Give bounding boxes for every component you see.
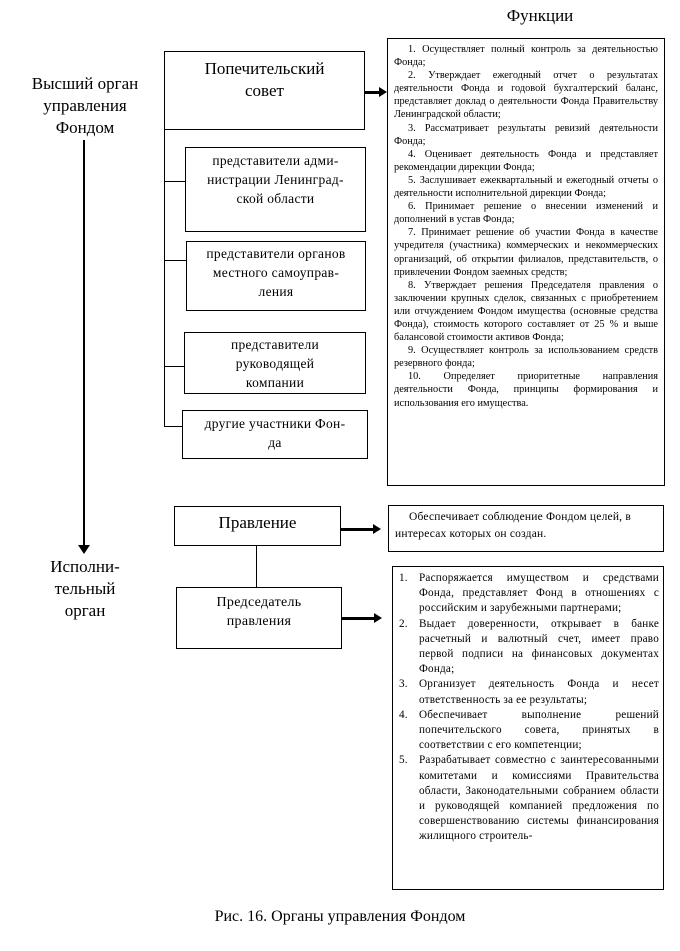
chairman-functions-arrow — [342, 617, 375, 620]
chairman-function-2-text: Выдает доверенности, открывает в банке расчетный и валютный счет, имеет право первой подписи на финансовых документах Фонда; — [419, 617, 659, 676]
chairman-function-3 — [397, 677, 659, 707]
member-2-line-1: представители органов — [206, 246, 346, 261]
executive-line-3: орган — [64, 601, 106, 620]
chairman-function-5 — [397, 753, 659, 844]
member-connector-4 — [164, 426, 182, 427]
member-1-line-2: нистрации Ленинград- — [207, 172, 344, 187]
management-functions-arrow — [341, 528, 374, 531]
chairman-function-1-num: 1. — [399, 572, 408, 584]
chairman-function-4-text: Обеспечивает выполнение решений попечительского совета, принятых в соответствии с его компетенции; — [419, 708, 659, 752]
management-title: Правление — [218, 513, 297, 532]
board-functions-box — [387, 38, 665, 486]
member-connector-3 — [164, 366, 184, 367]
board-function-6: 6. Принимает решение о внесении изменений и дополнений в устав Фонда; — [394, 201, 658, 226]
member-box-other-participants — [182, 410, 368, 459]
member-box-administration — [185, 147, 366, 232]
member-3-line-2: руководящей — [235, 356, 315, 371]
board-title-line-2: совет — [245, 81, 284, 100]
chairman-function-3-text: Организует деятельность Фонда и несет ответственность за ее результаты; — [419, 678, 659, 706]
chairman-functions-box — [392, 566, 664, 890]
management-function-text: Обеспечивает соблюдение Фондом целей, в интересах которых он создан. — [395, 511, 631, 540]
figure-caption: Рис. 16. Органы управления Фондом — [214, 908, 466, 925]
chairman-function-2 — [397, 617, 659, 678]
executive-body-label — [10, 556, 160, 622]
member-connector-1 — [164, 181, 185, 182]
management-function-box — [388, 505, 664, 552]
executive-line-1: Исполни- — [50, 557, 120, 576]
member-1-line-3: ской области — [236, 191, 315, 206]
member-2-line-3: ления — [258, 284, 294, 299]
board-function-5: 5. Заслушивает ежеквартальный и ежегодный отчеты о деятельности исполнительной дирекции Фонда; — [394, 174, 658, 200]
member-connector-2 — [164, 260, 186, 261]
member-4-line-1: другие участники Фон- — [204, 416, 346, 431]
supreme-body-label — [10, 73, 160, 139]
chairman-function-2-num: 2. — [399, 617, 408, 630]
board-function-1: 1. Осуществляет полный контроль за деятельностью Фонда; — [394, 44, 658, 69]
board-function-7: 7. Принимает решение об участии Фонда в качестве учредителя (участника) коммерческих и некоммерческих организаций, об открытии филиалов, представительств, о привлечении Фондом заемных средств; — [394, 227, 658, 278]
board-functions-arrow — [365, 91, 380, 94]
chairman-function-4 — [397, 708, 659, 754]
member-4-line-2: да — [268, 435, 282, 450]
chairman-title-line-1: Председатель — [216, 595, 302, 610]
chairman-function-1-text: Распоряжается имуществом и средствами Фонда, представляет Фонд в отношениях с российским и зарубежными партнерами; — [419, 572, 659, 615]
member-3-line-3: компании — [245, 375, 305, 390]
board-function-10: 10. Определяет приоритетные направления деятельности Фонда, принципы формирования и использования его имущества. — [394, 371, 658, 409]
chairman-function-3-num: 3. — [399, 678, 408, 691]
board-function-3: 3. Рассматривает результаты ревизий деятельности Фонда; — [394, 122, 658, 147]
member-box-managing-company — [184, 332, 366, 394]
board-function-9: 9. Осуществляет контроль за использованием средств резервного фонда; — [394, 345, 658, 370]
board-function-4: 4. Оценивает деятельность Фонда и представляет рекомендации дирекции Фонда; — [394, 148, 658, 173]
member-1-line-1: представители адми- — [212, 153, 339, 168]
board-function-2: 2. Утверждает ежегодный отчет о результатах деятельности Фонда и годовой бухгалтерский баланс, представляет доклад о деятельности Фонда Правительству Ленинградской области; — [394, 70, 658, 121]
hierarchy-line — [83, 140, 85, 547]
management-chairman-connector — [256, 546, 257, 587]
supreme-line-2: управления — [43, 96, 127, 115]
supreme-line-1: Высший орган — [31, 74, 139, 93]
member-box-local-government — [186, 241, 366, 311]
chairman-function-1 — [397, 571, 659, 617]
chairman-box — [176, 587, 342, 649]
board-title-line-1: Попечительский — [204, 59, 325, 78]
chairman-function-4-num: 4. — [399, 708, 408, 721]
chairman-function-5-text: Разрабатывает совместно с заинтересованными комитетами и комиссиями Правительства области, Законодательными собранием области и руководящей компанией предложения по совершенствованию системы финансирования жилищного строитель- — [419, 754, 659, 843]
board-of-trustees-box — [164, 51, 365, 130]
member-2-line-2: местного самоуправ- — [212, 265, 340, 280]
board-function-8: 8. Утверждает решения Председателя правления о заключении крупных сделок, связанных с приобретением или отчуждением Фондом имущества (основные средства Фонда), стоимость которого составляет от 25 % и выше балансовой стоимости активов Фонда; — [394, 279, 658, 344]
chairman-function-5-num: 5. — [399, 754, 408, 767]
member-3-line-1: представители — [230, 337, 320, 352]
functions-heading: Функции — [506, 6, 574, 25]
board-members-connector — [164, 130, 165, 427]
hierarchy-arrow-head-icon — [78, 545, 90, 554]
executive-line-2: тельный — [54, 579, 116, 598]
management-box — [174, 506, 341, 546]
chairman-title-line-2: правления — [226, 614, 292, 629]
supreme-line-3: Фондом — [55, 118, 115, 137]
